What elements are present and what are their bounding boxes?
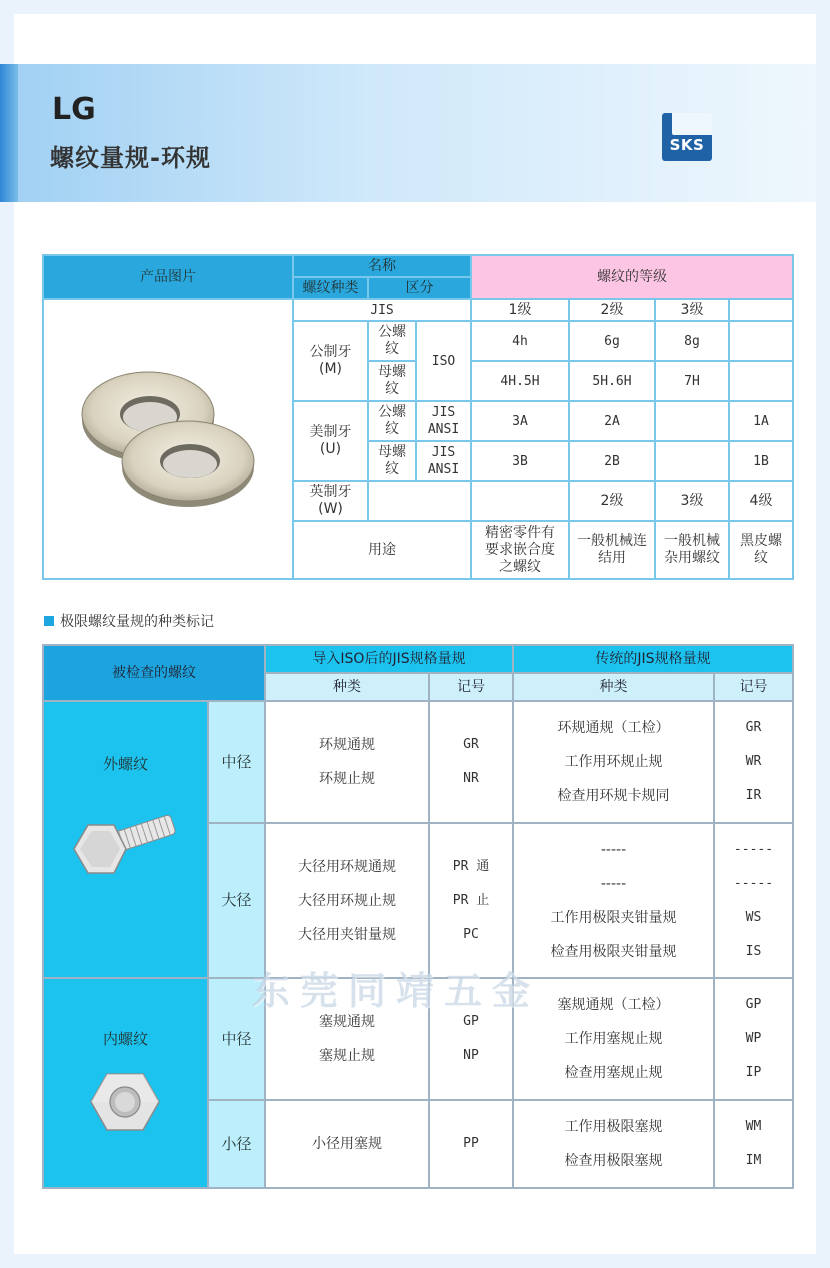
gauge-code: IP: [745, 1065, 762, 1080]
gauge-code: -----: [733, 875, 774, 891]
ext-pitch-iso-kinds: [265, 701, 429, 823]
unified-female-val: [655, 441, 729, 481]
int-minor-iso-codes: [429, 1100, 513, 1188]
unified-female-val: 2B: [569, 441, 655, 481]
product-code: LG: [52, 92, 96, 127]
gauge-code: WR: [745, 754, 762, 769]
external-thread-label: 外螺纹: [102, 755, 148, 773]
gauge-code: PR 通: [452, 858, 490, 874]
watermark: 东莞同靖五金: [252, 969, 541, 1013]
gauge-code: IM: [745, 1153, 762, 1168]
metric-iso: ISO: [416, 321, 471, 401]
page-title: 螺纹量规-环规: [50, 144, 211, 172]
unified-male: 公螺 纹: [368, 401, 416, 441]
metric-female-val: [729, 361, 793, 401]
gauge-kind: 大径用环规通规: [298, 858, 396, 875]
nut-image: [81, 1062, 171, 1142]
checked-thread-header: 被检查的螺纹: [43, 645, 265, 701]
usage-val: 一般机械连 结用: [569, 521, 655, 579]
gauge-code: GP: [745, 997, 762, 1012]
gauge-kind: 塞规通规: [319, 1014, 375, 1030]
gauge-code: WS: [745, 909, 762, 925]
gauge-code: -----: [733, 841, 774, 857]
gauge-kind: 工作用极限塞规: [564, 1119, 663, 1135]
minor-dia-label: 小径: [208, 1100, 265, 1188]
thread-kind-header: 螺纹种类: [293, 277, 368, 299]
internal-thread-label: 内螺纹: [102, 1030, 148, 1048]
gauge-kind: 检查用环规卡规同: [557, 788, 670, 804]
external-thread-cell: [43, 701, 208, 978]
logo-notch: [672, 113, 712, 135]
kind-header: 种类: [265, 673, 429, 701]
usage-val: 黑皮螺 纹: [729, 521, 793, 579]
gauge-code: GP: [463, 1014, 479, 1029]
gauge-type-table: [42, 644, 794, 1189]
grade-header: 螺纹的等级: [471, 255, 793, 299]
int-pitch-trad-codes: [714, 978, 793, 1100]
ext-major-trad-kinds: [513, 823, 714, 978]
gauge-code: WM: [745, 1119, 762, 1134]
metric-female-val: 7H: [655, 361, 729, 401]
unified-female-val: 1B: [729, 441, 793, 481]
metric-male: 公螺 纹: [368, 321, 416, 361]
unified-label: 美制牙 (U): [293, 401, 368, 481]
usage-val: 精密零件有 要求嵌合度 之螺纹: [471, 521, 569, 579]
grade-2: 2级: [569, 299, 655, 321]
gauge-code: WP: [745, 1031, 762, 1046]
metric-male-val: [729, 321, 793, 361]
whitworth-division: [368, 481, 471, 521]
metric-female-val: 5H.6H: [569, 361, 655, 401]
gauge-code: GR: [745, 720, 762, 735]
symbol-header: 记号: [714, 673, 793, 701]
ext-major-iso-codes: [429, 823, 513, 978]
ext-major-iso-kinds: [265, 823, 429, 978]
gauge-code: PP: [463, 1136, 479, 1151]
symbol-header: 记号: [429, 673, 513, 701]
division-header: 区分: [368, 277, 471, 299]
iso-jis-header: 导入ISO后的JIS规格量规: [265, 645, 513, 673]
whitworth-val: 3级: [655, 481, 729, 521]
int-minor-trad-kinds: [513, 1100, 714, 1188]
whitworth-val: 4级: [729, 481, 793, 521]
gauge-code: IR: [745, 788, 762, 803]
usage-label: 用途: [293, 521, 471, 579]
gauge-code: PR 止: [452, 892, 490, 908]
gauge-code: PC: [463, 926, 479, 942]
gauge-kind: 工作用环规止规: [564, 754, 663, 770]
ext-pitch-trad-kinds: [513, 701, 714, 823]
grade-3: 3级: [655, 299, 729, 321]
unified-male-val: 3A: [471, 401, 569, 441]
pitch-dia-label: 中径: [208, 978, 265, 1100]
logo-text: SKS: [669, 136, 705, 154]
section-bullet: [44, 616, 54, 626]
int-minor-trad-codes: [714, 1100, 793, 1188]
gauge-kind: 大径用夹钳量规: [298, 926, 396, 943]
unified-male-val: 1A: [729, 401, 793, 441]
gauge-kind: 塞规止规: [319, 1048, 375, 1064]
metric-female: 母螺 纹: [368, 361, 416, 401]
whitworth-val: [471, 481, 569, 521]
product-image-header: 产品图片: [43, 255, 293, 299]
gauge-kind: -----: [600, 875, 627, 892]
grade-table: [42, 254, 794, 580]
metric-male-val: 4h: [471, 321, 569, 361]
gauge-kind: 环规通规（工检）: [557, 720, 670, 736]
ring-gauge-image: [78, 362, 258, 512]
unified-male-val: [655, 401, 729, 441]
metric-label: 公制牙 (M): [293, 321, 368, 401]
pitch-dia-label: 中径: [208, 701, 265, 823]
unified-female: 母螺 纹: [368, 441, 416, 481]
int-pitch-trad-kinds: [513, 978, 714, 1100]
name-header: 名称: [293, 255, 471, 277]
gauge-kind: 工作用极限夹钳量规: [550, 909, 677, 926]
unified-female-val: 3B: [471, 441, 569, 481]
section-label: [44, 611, 214, 631]
ext-pitch-iso-codes: [429, 701, 513, 823]
bolt-image: [66, 811, 186, 891]
gauge-code: GR: [463, 737, 479, 752]
gauge-code: NP: [463, 1048, 479, 1063]
gauge-kind: 大径用环规止规: [298, 892, 396, 909]
gauge-kind: 环规止规: [319, 771, 375, 787]
unified-std: JIS ANSI: [416, 441, 471, 481]
gauge-kind: 环规通规: [319, 737, 375, 753]
int-minor-iso-kinds: [265, 1100, 429, 1188]
whitworth-val: 2级: [569, 481, 655, 521]
grade-empty: [729, 299, 793, 321]
gauge-kind: 小径用塞规: [312, 1136, 382, 1152]
whitworth-label: 英制牙 (W): [293, 481, 368, 521]
section-label-text: 极限螺纹量规的种类标记: [60, 614, 214, 630]
unified-male-val: 2A: [569, 401, 655, 441]
ext-major-trad-codes: [714, 823, 793, 978]
internal-thread-cell: [43, 978, 208, 1188]
jis-cell: JIS: [293, 299, 471, 321]
gauge-kind: 检查用极限塞规: [564, 1153, 663, 1169]
metric-male-val: 8g: [655, 321, 729, 361]
metric-female-val: 4H.5H: [471, 361, 569, 401]
product-image: [43, 299, 293, 579]
gauge-kind: 检查用极限夹钳量规: [550, 943, 677, 960]
grade-1: 1级: [471, 299, 569, 321]
gauge-kind: 检查用塞规止规: [564, 1065, 663, 1081]
gauge-kind: 塞规通规（工检）: [557, 997, 670, 1013]
metric-male-val: 6g: [569, 321, 655, 361]
gauge-code: IS: [745, 943, 762, 959]
gauge-kind: -----: [600, 841, 627, 858]
traditional-jis-header: 传统的JIS规格量规: [513, 645, 793, 673]
gauge-kind: 工作用塞规止规: [564, 1031, 663, 1047]
kind-header: 种类: [513, 673, 714, 701]
ext-pitch-trad-codes: [714, 701, 793, 823]
usage-val: 一般机械 杂用螺纹: [655, 521, 729, 579]
major-dia-label: 大径: [208, 823, 265, 978]
unified-std: JIS ANSI: [416, 401, 471, 441]
gauge-code: NR: [463, 771, 479, 786]
header-accent: [0, 64, 18, 202]
